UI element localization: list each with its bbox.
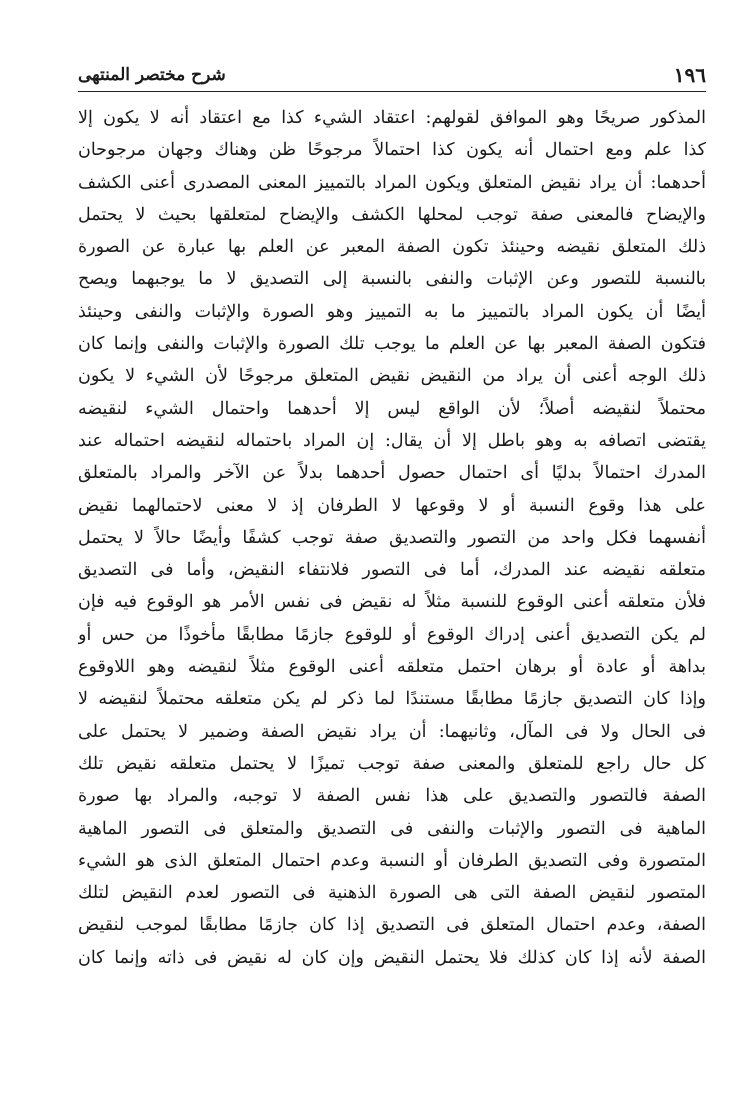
header-divider: [78, 91, 706, 92]
text-line: لم يكن التصديق أعنى إدراك الوقوع أو للوقوع جازمًا مطابقًا مأخوذًا من حس أو: [78, 624, 706, 645]
text-line: متعلقه نقيضه عند المدرك، أما فى التصور فلانتفاء النقيض، وأما فى التصديق: [78, 560, 706, 581]
text-line: الصفة لأنه إذا كان كذلك فلا يحتمل النقيض وإن كان له نقيض فى ذاته وإنما كان: [78, 947, 706, 968]
running-header: [78, 62, 706, 88]
text-line: والإيضاح فالمعنى صفة توجب لمحلها الكشف والإيضاح لمتعلقها بحيث لا يحتمل: [78, 204, 706, 225]
text-line: محتملاً لنقيضه أصلاً؛ لأن الواقع ليس إلا أحدهما واحتمال الشيء لنقيضه: [78, 398, 706, 419]
text-line: كل حال راجع للمتعلق والمعنى صفة توجب تميزًا لا يحتمل متعلقه نقيض تلك: [78, 753, 706, 774]
text-line: المذكور صريحًا وهو الموافق لقولهم: اعتقاد الشيء كذا مع اعتقاد أنه لا يكون إلا: [78, 108, 706, 128]
text-line: ذلك الوجه أعنى أن يراد من النقيض نقيض المتعلق مرجوحًا لأن الشيء لا يكون: [78, 366, 706, 387]
text-line: أنفسهما فكل واحد من التصور والتصديق صفة توجب كشفًا وأيضًا حالاً لا يحتمل: [78, 527, 706, 548]
text-line: المتصور لنقيض الصفة التى هى الصورة الذهنية فى التصور لعدم النقيض لتلك: [78, 883, 706, 904]
text-line: ذلك المتعلق نقيضه وحينئذ تكون الصفة المعبر عن العلم بها عبارة عن الصورة: [78, 237, 706, 258]
text-line: على هذا وقوع النسبة أو لا وقوعها لا الطرفان إذ لا معنى لاحتمالهما نقيض: [78, 495, 706, 516]
text-line: وإذا كان التصديق جازمًا مطابقًا مستندًا لما ذكر لم يكن متعلقه محتملاً لنقيضه لا: [78, 689, 706, 710]
text-line: المدرك احتمالاً بدليًا أى احتمال حصول أحدهما بدلاً عن الآخر والمراد بالمتعلق: [78, 463, 706, 484]
text-line: كذا علم ومع احتمال أنه يكون كذا احتمالاً مرجوحًا ظن وهناك وجهان مرجوحان: [78, 140, 706, 161]
text-line: يقتضى اتصافه به وهو باطل إلا أن يقال: إن المراد باحتماله لنقيضه احتماله عند: [78, 430, 706, 451]
text-line: بالنسبة للتصور وعن الإثبات والنفى بالنسبة إلى التصديق لا ما يوجبهما ويصح: [78, 269, 706, 290]
page-number: ١٩٦: [673, 63, 706, 87]
text-line: الماهية فى التصور والإثبات والنفى فى التصديق والمتعلق فى التصور الماهية: [78, 818, 706, 839]
text-line: فى الحال ولا فى المآل، وثانيهما: أن يراد نقيض الصفة وضمير لا يحتمل على: [78, 721, 706, 742]
body-text: [78, 102, 706, 974]
text-line: فلأن متعلقه أعنى الوقوع للنسبة مثلاً له نقيض فى نفس الأمر هو الوقوع فيه فإن: [78, 592, 706, 613]
text-line: فتكون الصفة المعبر بها عن العلم ما يوجب تلك الصورة والإثبات والنفى وإنما كان: [78, 334, 706, 355]
text-line: المتصورة وفى التصديق الطرفان أو النسبة وعدم احتمال المتعلق الذى هو الشيء: [78, 850, 706, 871]
text-line: بداهة أو عادة أو برهان احتمل متعلقه أعنى الوقوع مثلاً لنقيضه وهو اللاوقوع: [78, 657, 706, 678]
text-line: أحدهما: أن يراد نقيض المتعلق ويكون المراد بالتمييز المعنى المصدرى أعنى الكشف: [78, 172, 706, 193]
text-line: الصفة فالتصور والتصديق على هذا نفس الصفة لا توجبه، والمراد بها صورة: [78, 786, 706, 807]
book-title: شرح مختصر المنتهى: [78, 65, 226, 85]
text-line: الصفة، وعدم احتمال المتعلق فى التصديق إذا كان جازمًا مطابقًا لموجب لنقيض: [78, 915, 706, 936]
text-line: أيضًا أن يكون المراد بالتمييز ما به التمييز وهو الصورة والإثبات والنفى وحينئذ: [78, 301, 706, 322]
